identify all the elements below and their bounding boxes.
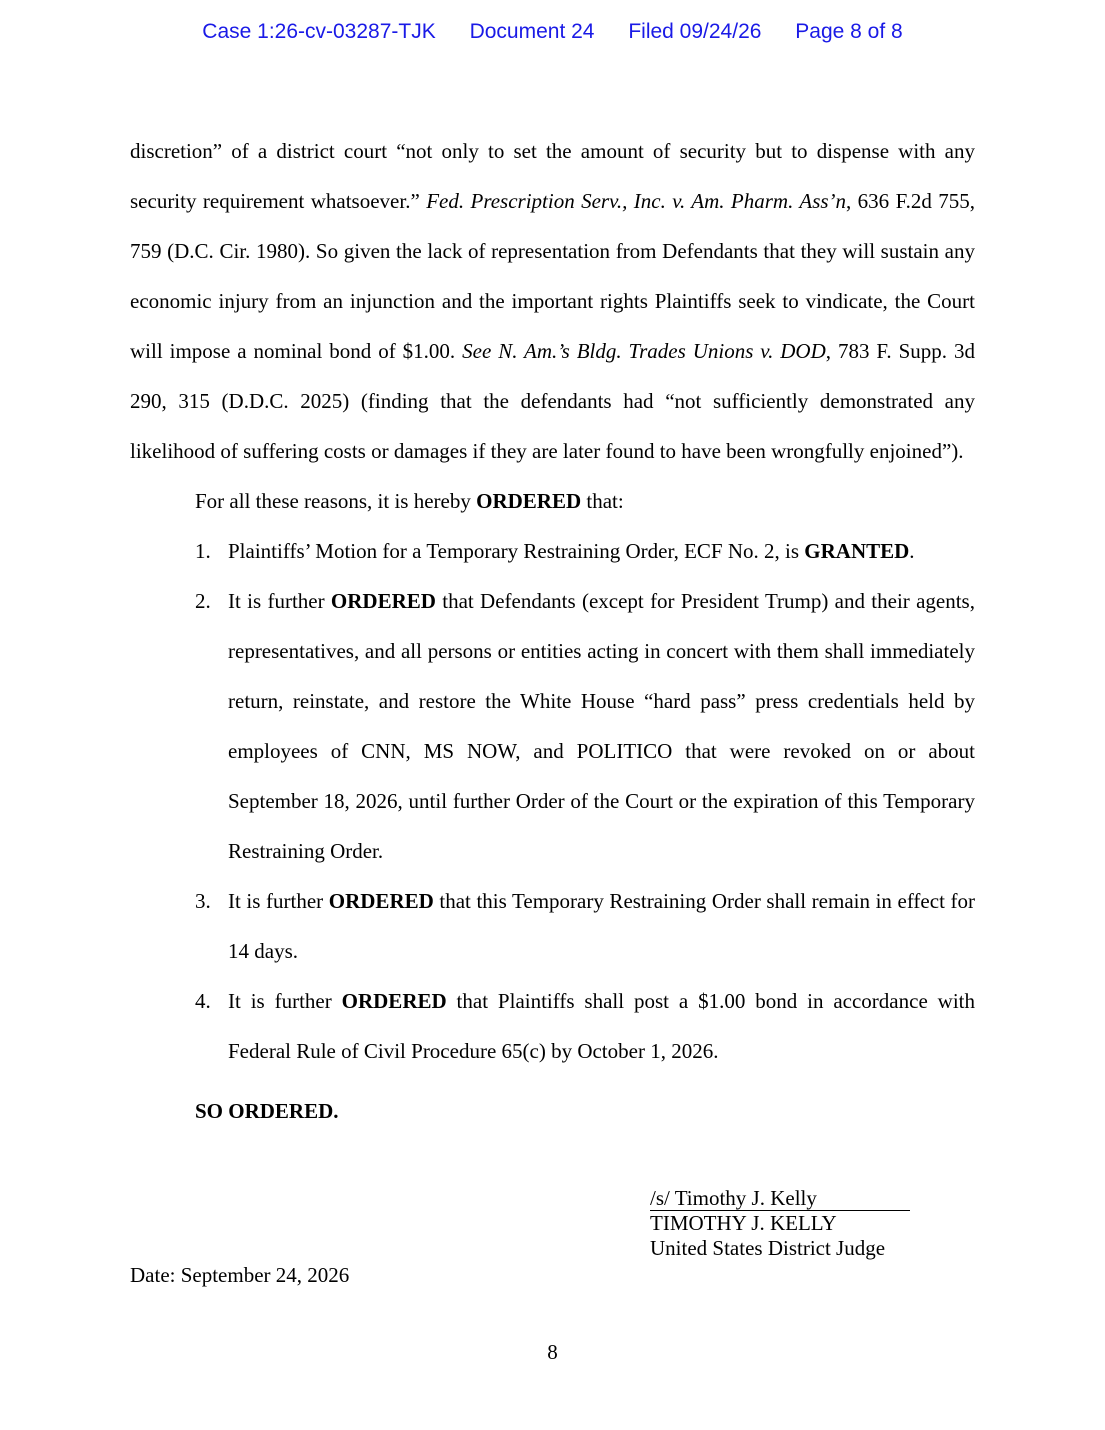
item-number: 1.	[195, 539, 211, 563]
order-item-2	[195, 576, 975, 876]
text-run: that Plaintiffs shall post a $1.00 bond in accordance with Federal Rule of Civil Procedure 65(c) by October 1, 2026.	[228, 989, 975, 1063]
paragraph-bond	[130, 126, 975, 476]
text-run: , 783 F. Supp. 3d 290, 315 (D.D.C. 2025) (finding that the defendants had “not sufficiently demonstrated any likelihood of suffering costs or damages if they are later found to have been wrongfully enjoined”).	[130, 339, 976, 463]
judge-title: United States District Judge	[650, 1236, 886, 1260]
case-citation: See N. Am.’s Bldg. Trades Unions v. DOD	[462, 339, 826, 363]
text-run: For all these reasons, it is hereby	[195, 489, 477, 513]
text-run: .	[909, 539, 915, 563]
judge-name: TIMOTHY J. KELLY	[650, 1211, 837, 1235]
page-number: 8	[547, 1340, 558, 1364]
emphasis-ordered: ORDERED	[476, 489, 582, 513]
order-item-4	[195, 976, 975, 1076]
item-number: 4.	[195, 989, 211, 1013]
emphasis-ordered: ORDERED	[328, 889, 434, 913]
document-number: Document 24	[469, 20, 595, 43]
order-item-3	[195, 876, 975, 976]
text-run: It is further	[228, 889, 329, 913]
filed-date: Filed 09/24/26	[628, 20, 762, 43]
text-run: discretion” of a district court “not only to set the amount of security but to dispense with any security requirement whatsoever.”	[130, 139, 975, 213]
signature-block	[650, 1186, 910, 1261]
text-run: , 636 F.2d 755, 759 (D.C. Cir. 1980). So given the lack of representation from Defendants that they will sustain any economic injury from an injunction and the important rights Plaintiffs seek to vindicate, the Court will impose a nominal bond of $1.00.	[130, 189, 975, 363]
case-number: Case 1:26-cv-03287-TJK	[202, 20, 436, 43]
emphasis-ordered: ORDERED	[330, 589, 436, 613]
so-ordered: SO ORDERED.	[195, 1099, 339, 1123]
paragraph-ordered-intro	[130, 476, 975, 526]
ecf-header	[0, 20, 1105, 44]
emphasis-ordered: ORDERED	[341, 989, 447, 1013]
text-run: Plaintiffs’ Motion for a Temporary Restraining Order, ECF No. 2, is	[228, 539, 805, 563]
item-number: 3.	[195, 889, 211, 913]
text-run: It is further	[228, 589, 331, 613]
item-number: 2.	[195, 589, 211, 613]
order-item-1	[195, 526, 975, 576]
text-run: that:	[581, 489, 624, 513]
case-citation: Fed. Prescription Serv., Inc. v. Am. Pharm. Ass’n	[426, 189, 847, 213]
document-body	[130, 126, 975, 1136]
text-run: that Defendants (except for President Trump) and their agents, representatives, and all persons or entities acting in concert with them shall immediately return, reinstate, and restore the White House “hard pass” press credentials held by employees of CNN, MS NOW, and POLITICO that were revoked on or about September 18, 2026, until further Order of the Court or the expiration of this Temporary Restraining Order.	[228, 589, 975, 863]
text-run: that this Temporary Restraining Order shall remain in effect for 14 days.	[228, 889, 975, 963]
order-date: Date: September 24, 2026	[130, 1263, 350, 1287]
emphasis-granted: GRANTED	[804, 539, 910, 563]
text-run: It is further	[228, 989, 342, 1013]
page-indicator: Page 8 of 8	[795, 20, 903, 43]
signature-line: /s/ Timothy J. Kelly	[650, 1186, 910, 1211]
